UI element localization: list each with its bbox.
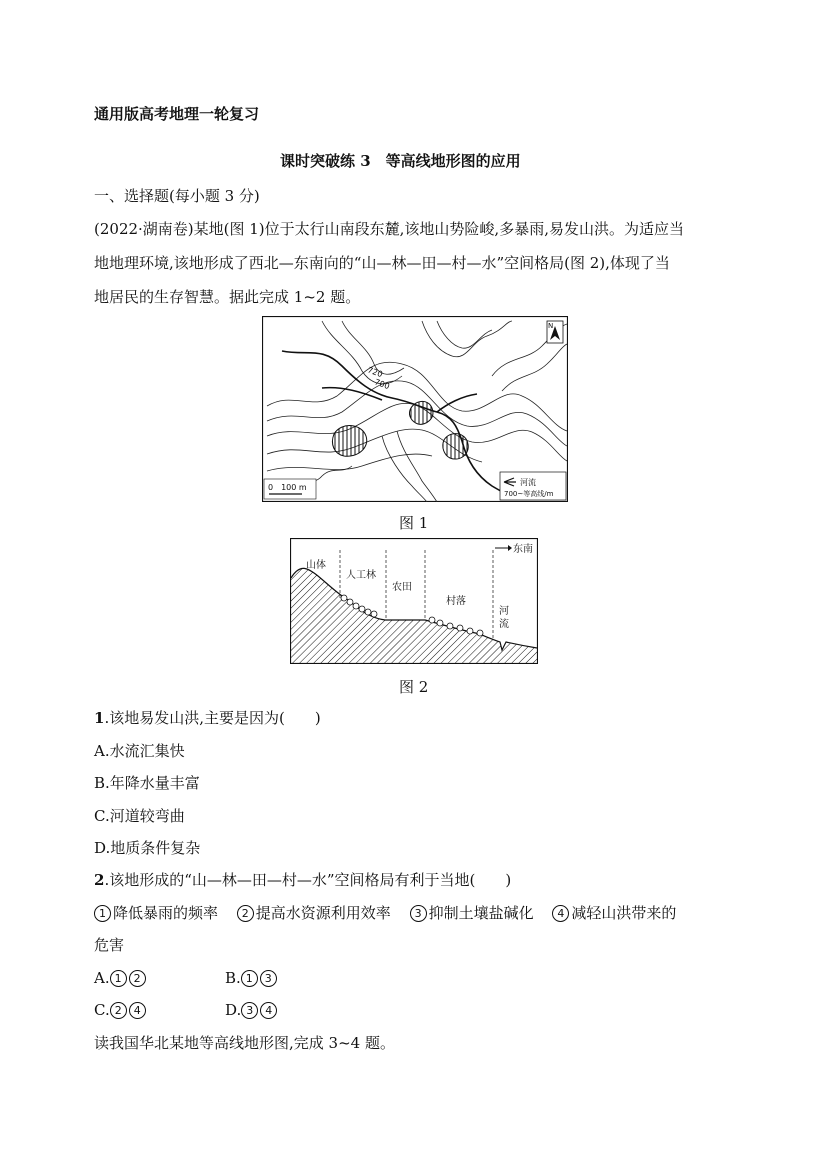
zone-label-farmland: 农田 [392, 582, 412, 593]
direction-label: 东南 [513, 544, 533, 555]
scale-label: 0 100 m [268, 483, 307, 492]
figure-1-contour-map [262, 316, 568, 502]
question-1-text: .该地易发山洪,主要是因为( ) [104, 709, 321, 727]
q2-option-a: A. 1 2 [94, 969, 148, 987]
section-heading: 一、选择题(每小题 3 分) [94, 187, 260, 205]
q1-option-a: A.水流汇集快 [94, 742, 185, 760]
question-2-stem [94, 870, 511, 890]
intro-line-1: (2022·湖南卷)某地(图 1)位于太行山南段东麓,该地山势险峻,多暴雨,易发山洪。为适应当 [94, 220, 684, 238]
question-1-stem [94, 708, 321, 728]
series-header: 通用版高考地理一轮复习 [94, 105, 260, 123]
q1-option-c: C.河道较弯曲 [94, 807, 185, 825]
q2-option-d: D. 3 4 [225, 1001, 279, 1019]
intro-line-2: 地地理环境,该地形成了西北—东南向的“山—林—田—村—水”空间格局(图 2),体现了当 [94, 254, 670, 272]
q2-statement-3: 3 抑制土壤盐碱化 [410, 904, 534, 922]
question-2-text: .该地形成的“山—林—田—村—水”空间格局有利于当地( ) [104, 871, 512, 889]
legend-river: 河流 [520, 478, 536, 487]
contour-label-720: 720 [366, 365, 384, 380]
question-1-number: 1 [94, 709, 105, 727]
scale-bar [264, 479, 316, 499]
q2-statement-tail: 危害 [94, 936, 125, 954]
page-title: 课时突破练 3 等高线地形图的应用 [280, 152, 521, 170]
q2-statement-1: 1 降低暴雨的频率 [94, 904, 218, 922]
zone-label-mountain: 山体 [306, 560, 326, 571]
figure-1-caption: 图 1 [399, 514, 429, 532]
q2-option-c: C. 2 4 [94, 1001, 148, 1019]
question-2-number: 2 [94, 871, 105, 889]
zone-label-forest: 人工林 [346, 570, 376, 581]
north-label: N [548, 322, 554, 330]
legend-contour: 700~等高线/m [504, 490, 554, 498]
zone-label-river-2: 流 [499, 619, 509, 630]
zone-label-village: 村落 [446, 596, 466, 607]
legend [500, 472, 566, 500]
figure-2-caption: 图 2 [399, 678, 429, 696]
next-section-intro: 读我国华北某地等高线地形图,完成 3~4 题。 [94, 1034, 395, 1052]
q2-option-b: B. 1 3 [225, 969, 279, 987]
q1-option-d: D.地质条件复杂 [94, 839, 201, 857]
q2-statements [94, 903, 676, 923]
figure-2-profile [290, 538, 538, 664]
q2-statement-4: 4 减轻山洪带来的 [552, 904, 676, 922]
q2-statement-2: 2 提高水资源利用效率 [237, 904, 391, 922]
intro-line-3: 地居民的生存智慧。据此完成 1~2 题。 [94, 288, 361, 306]
zone-label-river-1: 河 [499, 606, 509, 617]
q1-option-b: B.年降水量丰富 [94, 774, 200, 792]
north-arrow-icon [547, 321, 563, 343]
contour-label-700: 700 [373, 377, 391, 392]
